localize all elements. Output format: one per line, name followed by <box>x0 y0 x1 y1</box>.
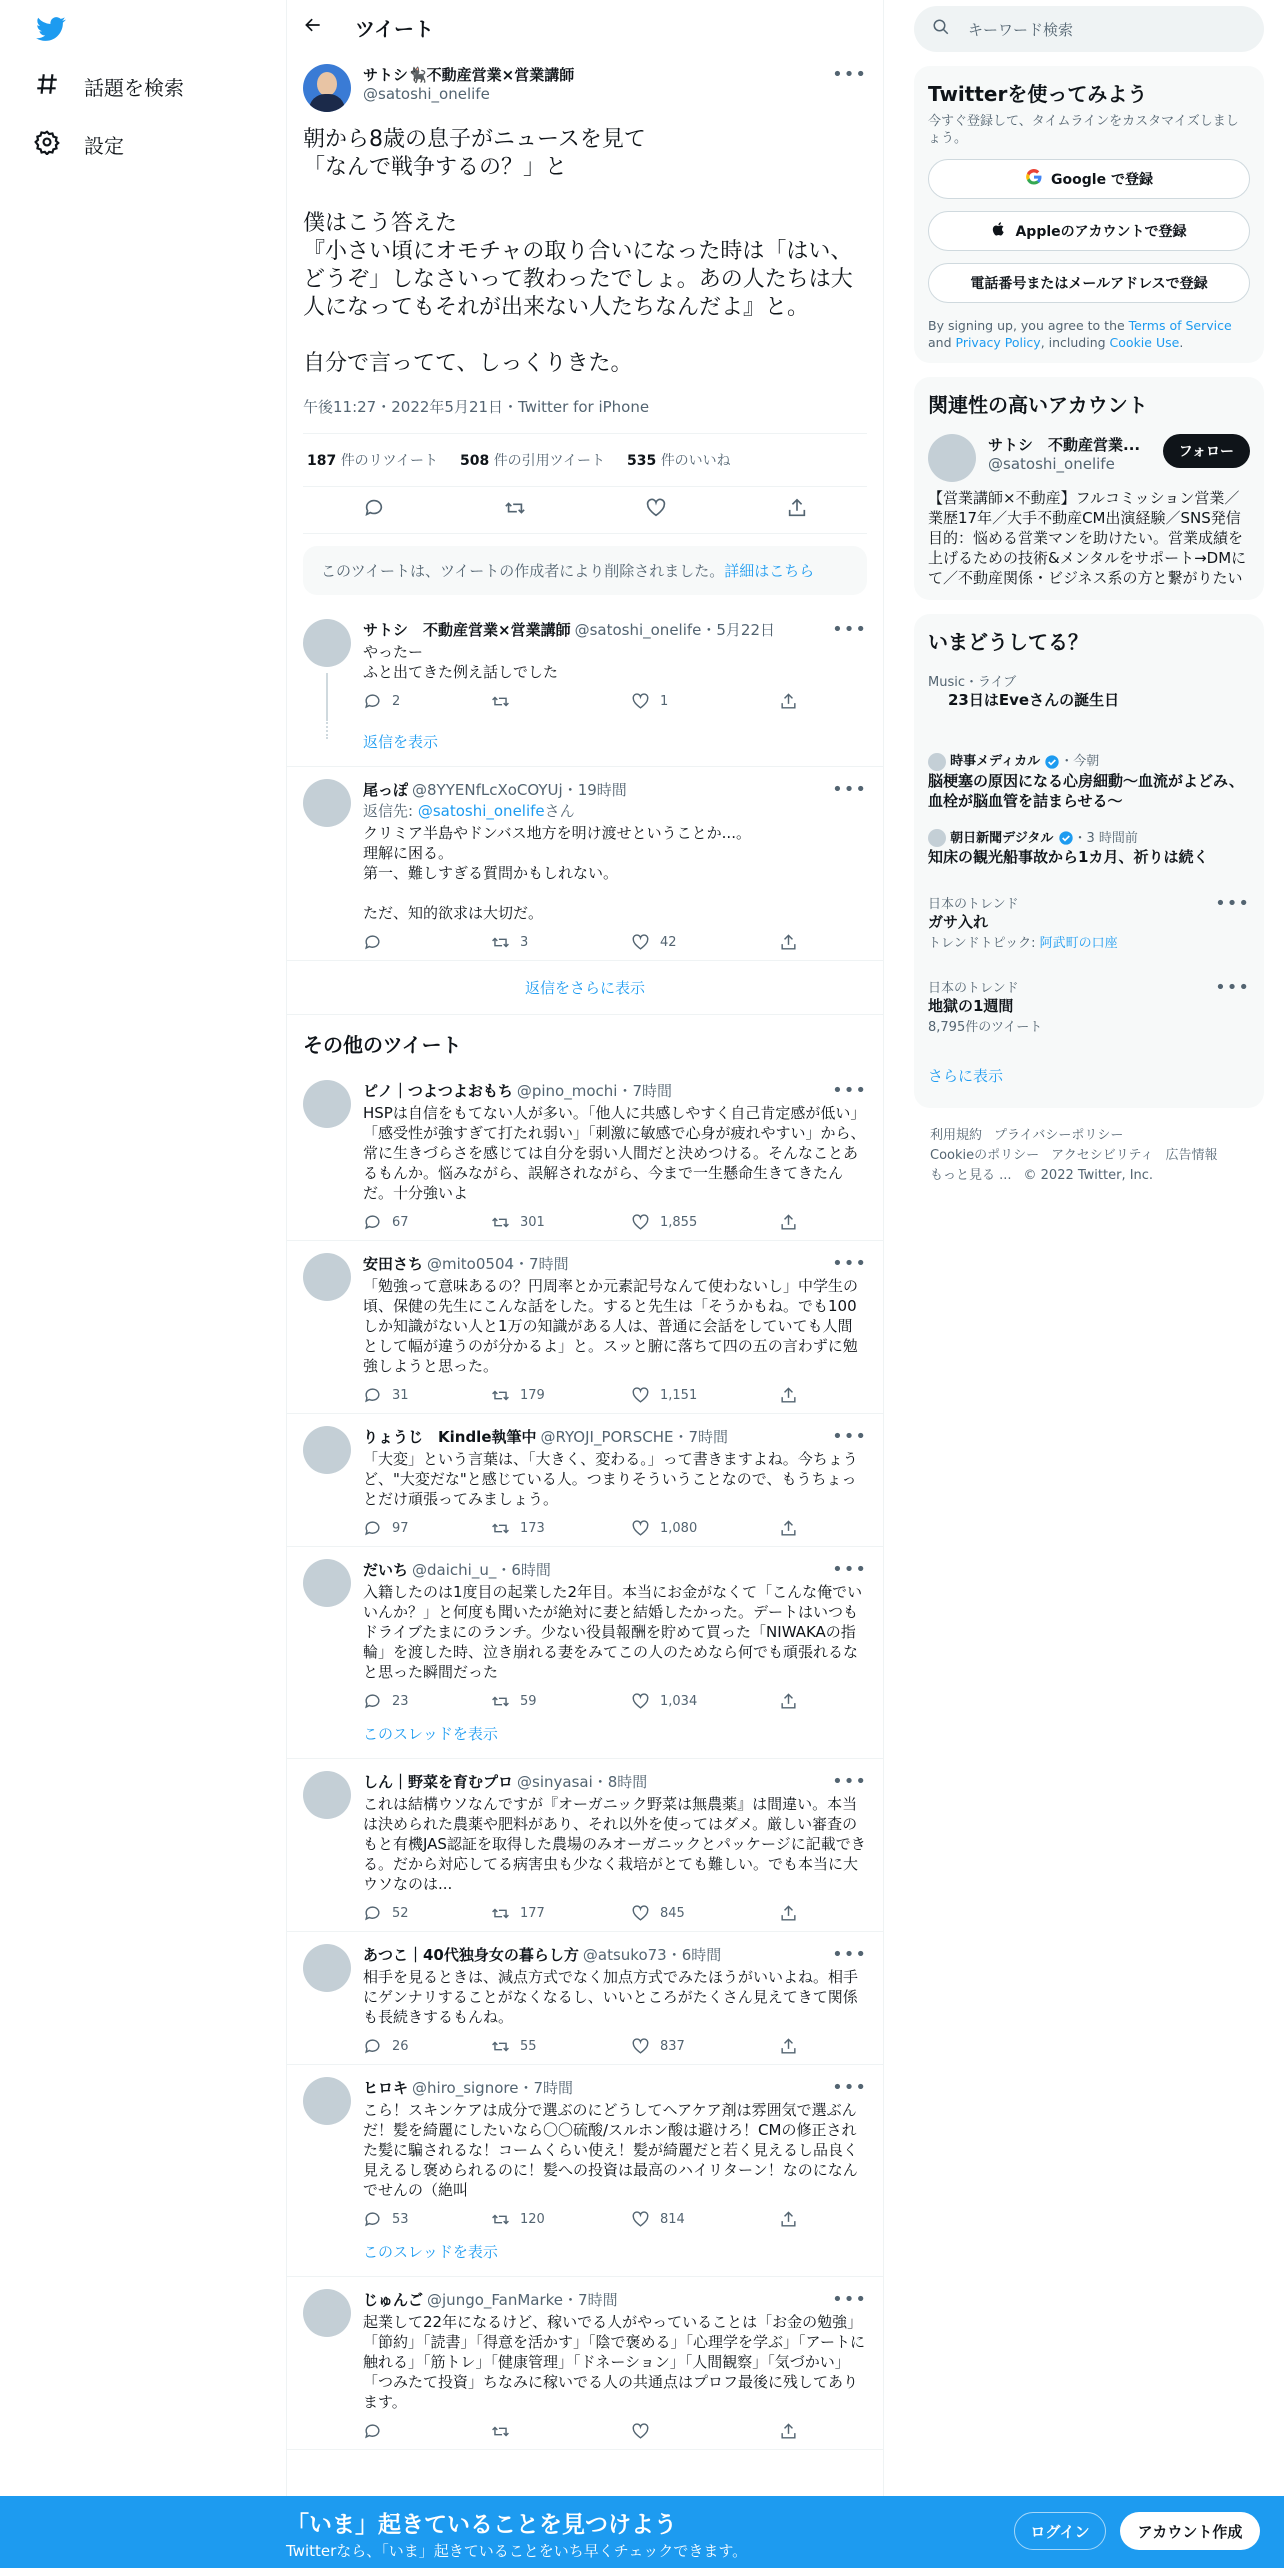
retweet-button[interactable]: 177 <box>491 1904 631 1923</box>
share-button[interactable] <box>779 933 798 952</box>
reply-button[interactable]: 67 <box>363 1213 491 1232</box>
avatar[interactable] <box>303 779 351 827</box>
footer-accessibility-link[interactable]: アクセシビリティ <box>1051 1148 1154 1163</box>
avatar[interactable] <box>303 1559 351 1607</box>
author-handle[interactable]: @daichi_u_・6時間 <box>412 1561 551 1579</box>
reply-tweet[interactable]: サトシ 不動産営業×営業講師 @satoshi_onelife・5月22日 ••• やったー ふと出てきた例え話しでした 2 1 <box>287 607 883 719</box>
retweet-button[interactable]: 3 <box>491 933 631 952</box>
nav-settings-label: 設定 <box>84 133 124 158</box>
share-button[interactable] <box>779 2422 798 2441</box>
retweet-button[interactable]: 301 <box>491 1213 631 1232</box>
retweet-icon <box>491 2422 510 2441</box>
like-icon <box>631 2037 650 2056</box>
gear-icon <box>34 129 60 160</box>
retweet-icon <box>491 2210 510 2229</box>
timeline-tweet[interactable] <box>287 1414 883 1547</box>
like-button[interactable]: 42 <box>631 933 779 952</box>
twitter-logo-icon[interactable] <box>34 14 68 44</box>
avatar[interactable] <box>303 1080 351 1128</box>
like-icon <box>631 2210 650 2229</box>
more-options-icon[interactable]: ••• <box>832 1426 867 1447</box>
author-name[interactable]: だいち <box>363 1561 409 1579</box>
footer-cookie-link[interactable]: Cookieのポリシー <box>930 1148 1040 1163</box>
like-button[interactable]: 845 <box>631 1904 779 1923</box>
reply-button[interactable] <box>363 933 491 952</box>
share-icon <box>779 1904 798 1923</box>
timeline-tweet[interactable] <box>287 2277 883 2450</box>
reply-icon[interactable] <box>363 497 385 523</box>
nav-explore[interactable] <box>34 66 184 106</box>
tweet-text: HSPは自信をもてない人が多い。「他人に共感しやすく自己肯定感が低い」「感受性が強すぎて打たれ弱い」「刺激に敏感で心身が疲れやすい」から、常に生きづらさを感じては自分を弱い人間だと決めつける。そんなことあるもんか。悩みながら、誤解されながら、今まで一生懸命生きてきたんだ。十分強いよ <box>363 1104 866 1202</box>
avatar[interactable] <box>303 1771 351 1819</box>
footer-links <box>914 1126 1264 1186</box>
left-nav <box>0 0 286 2568</box>
author-handle[interactable]: @hiro_signore・7時間 <box>412 2079 574 2097</box>
like-icon <box>631 692 650 711</box>
trends-card <box>914 614 1264 1108</box>
footer-terms-link[interactable]: 利用規約 <box>930 1128 983 1143</box>
reply-to-line: 返信先: @satoshi_onelifeさん <box>363 802 575 820</box>
retweet-button[interactable]: 55 <box>491 2037 631 2056</box>
reply-button[interactable]: 53 <box>363 2210 491 2229</box>
nav-settings[interactable] <box>34 124 124 164</box>
author-handle[interactable]: @sinyasai・8時間 <box>517 1773 648 1791</box>
like-button[interactable]: 1 <box>631 692 779 711</box>
like-button[interactable]: 1,855 <box>631 1213 779 1232</box>
hashtag-icon <box>34 71 60 102</box>
footer-more-link[interactable]: もっと見る ... <box>930 1168 1012 1183</box>
tweet-text: クリミア半島やドンバス地方を明け渡せということか...。 理解に困る。 第一、難しすぎる質問かもしれない。 ただ、知的欲求は大切だ。 <box>363 824 751 922</box>
timeline-tweet[interactable] <box>287 1241 883 1414</box>
retweet-button[interactable]: 179 <box>491 1386 631 1405</box>
signup-card: Twitterを使ってみよう 今すぐ登録して、タイムラインをカスタマイズしましょう。 Google で登録 Appleのアカウントで登録 電話番号またはメールアドレスで登録 By signing up, you agree to the Terms of Service and Privacy Policy, including Cookie Use. <box>914 66 1264 363</box>
like-icon <box>631 933 650 952</box>
more-options-icon[interactable]: ••• <box>832 2289 867 2310</box>
trend-item[interactable]: 時事メディカル ・今朝 脳梗塞の原因になる心房細動～血流がよどみ、血栓が脳血管を詰まらせる～ <box>928 754 1244 810</box>
tweet-text: 朝から8歳の息子がニュースを見て 「なんで戦争するの？」と 僕はこう答えた 『小さい頃にオモチャの取り合いになった時は「はい、どうぞ」しなさいって教わったでしょ。あの人たちは大人になってもそれが出来ない人たちなんだよ』と。 自分で言ってて、しっくりきた。 <box>303 127 853 376</box>
tweet-text: こら！スキンケアは成分で選ぶのにどうしてヘアケア剤は雰囲気で選ぶんだ！髪を綺麗にしたいなら〇〇硫酸/スルホン酸は避けろ！CMの修正された髪に騙されるな！コームくらい使え！髪が綺麗だと若く見えるし品良く見えるし褒められるのに！髪への投資は最高のハイリターン！なのになんでせんの（絶叫 <box>363 2101 859 2199</box>
like-icon <box>631 1519 650 1538</box>
reply-icon <box>363 692 382 711</box>
tweet-text: 「勉強って意味あるの？円周率とか元素記号なんて使わないし」中学生の頃、保健の先生にこんな話をした。すると先生は「そうかもね。でも100しか知識がない人と1万の知識がある人は、普通に会話をしていても人間として幅が違うのが分かるよ」と。スッと腑に落ちて四の五の言わずに勉強しようと思った。 <box>363 1277 859 1375</box>
like-icon <box>631 1904 650 1923</box>
share-button[interactable] <box>779 692 798 711</box>
retweet-icon <box>491 1519 510 1538</box>
timeline-tweet[interactable] <box>287 1068 883 1241</box>
retweet-icon <box>491 692 510 711</box>
reply-button[interactable]: 97 <box>363 1519 491 1538</box>
main-column <box>286 0 884 2568</box>
avatar[interactable] <box>928 434 976 482</box>
reply-icon <box>363 1519 382 1538</box>
nav-explore-label: 話題を検索 <box>84 75 184 100</box>
like-button[interactable] <box>631 2422 779 2441</box>
more-options-icon[interactable]: ••• <box>832 1253 867 1274</box>
author-name[interactable]: りょうじ Kindle執筆中 <box>363 1428 537 1446</box>
author-handle[interactable]: @mito0504・7時間 <box>427 1255 569 1273</box>
avatar[interactable] <box>303 1944 351 1992</box>
author-name[interactable]: ピノ｜つよつよおもち <box>363 1082 513 1100</box>
trend-item[interactable]: 日本のトレンド ガサ入れ トレンドトピック: 阿武町の口座 ••• <box>928 893 1250 951</box>
tweet-stats <box>303 434 867 487</box>
more-options-icon[interactable]: ••• <box>832 779 867 800</box>
avatar[interactable] <box>303 64 351 112</box>
avatar[interactable] <box>303 2077 351 2125</box>
retweet-icon[interactable] <box>504 497 526 523</box>
apple-signup-button[interactable]: Appleのアカウントで登録 <box>928 211 1250 251</box>
reply-button[interactable]: 26 <box>363 2037 491 2056</box>
tweet-actions <box>303 487 867 534</box>
more-replies-link[interactable]: 返信をさらに表示 <box>287 961 883 1015</box>
back-arrow-icon[interactable] <box>303 15 323 39</box>
google-signup-button[interactable]: Google で登録 <box>928 159 1250 199</box>
timeline-tweet[interactable] <box>287 2065 883 2237</box>
tweet-text: 相手を見るときは、減点方式でなく加点方式でみたほうがいいよね。相手にゲンナリすることがなくなるし、いいところがたくさん見えてきて関係も長続きするもんね。 <box>363 1968 859 2026</box>
timeline-tweet[interactable] <box>287 1932 883 2065</box>
reply-icon <box>363 1213 382 1232</box>
learn-more-link[interactable]: 詳細はこちら <box>724 562 815 580</box>
terms-link[interactable]: Terms of Service <box>1128 318 1232 333</box>
right-sidebar <box>914 0 1264 1186</box>
banner-subtext: Twitterなら、「いま」起きていることをいち早くチェックできます。 <box>286 2542 748 2560</box>
retweet-button[interactable]: 59 <box>491 1692 631 1711</box>
share-icon <box>779 692 798 711</box>
reply-button[interactable]: 31 <box>363 1386 491 1405</box>
more-options-icon[interactable]: ••• <box>1215 893 1250 914</box>
like-button[interactable]: 837 <box>631 2037 779 2056</box>
search-input[interactable]: キーワード検索 <box>968 20 1074 39</box>
author-name[interactable]: サトシ🐈‍⬛不動産営業×営業講師 <box>363 66 575 84</box>
show-more-trends-link[interactable]: さらに表示 <box>928 1067 1004 1085</box>
other-tweets-heading: その他のツイート <box>303 1033 462 1057</box>
like-icon <box>631 2422 650 2441</box>
terms-notice: By signing up, you agree to the Terms of Service and Privacy Policy, including Cookie Use. <box>928 318 1232 350</box>
tweet-text: 「大変」という言葉は、「大きく、変わる。」って書きますよね。今ちょうど、"大変だな"と感じている人。つまりそういうことなので、もうちょっとだけ頑張ってみましょう。 <box>363 1450 858 1508</box>
timeline-tweet[interactable] <box>287 1547 883 1719</box>
like-button[interactable]: 814 <box>631 2210 779 2229</box>
avatar[interactable] <box>303 1253 351 1301</box>
reply-icon <box>363 1904 382 1923</box>
reply-icon <box>363 2210 382 2229</box>
verified-icon <box>1058 830 1074 846</box>
tweet-text: 入籍したのは1度目の起業した2年目。本当にお金がなくて「こんな俺でいいんか？」と何度も聞いたが絶対に妻と結婚したかった。デートはいつもドライブたまにのランチ。少ない役員報酬を貯めて買った「NIWAKAの指輪」を渡した時、泣き崩れる妻をみてこの人のためなら何でも頑張れるなと思った瞬間だった <box>363 1583 863 1681</box>
timeline-tweet[interactable] <box>287 1759 883 1932</box>
like-icon <box>631 1692 650 1711</box>
show-thread-link[interactable]: このスレッドを表示 <box>287 1719 883 1759</box>
top-bar <box>287 0 883 54</box>
trends-title: いまどうしてる？ <box>928 630 1088 654</box>
more-options-icon[interactable]: ••• <box>832 2077 867 2098</box>
google-icon <box>1025 168 1043 190</box>
reply-icon <box>363 1386 382 1405</box>
author-handle[interactable]: @RYOJI_PORSCHE・7時間 <box>540 1428 729 1446</box>
reply-button[interactable]: 23 <box>363 1692 491 1711</box>
related-accounts-card <box>914 377 1264 600</box>
reply-tweet[interactable]: 尾っぽ @8YYENfLcXoCOYUj・19時間 ••• 返信先: @satoshi_onelifeさん クリミア半島やドンバス地方を明け渡せということか...。 理解に困る。 第一、難しすぎる質問かもしれない。 ただ、知的欲求は大切だ。 3 42 <box>287 767 883 961</box>
more-options-icon[interactable]: ••• <box>832 619 867 640</box>
deleted-notice: このツイートは、ツイートの作成者により削除されました。詳細はこちら <box>303 546 867 595</box>
related-account[interactable]: サトシ 不動産営業... @satoshi_onelife フォロー <box>928 434 1250 482</box>
reply-to-handle[interactable]: @satoshi_onelife <box>417 802 545 820</box>
reply-icon <box>363 2422 382 2441</box>
like-icon[interactable] <box>645 497 667 523</box>
more-options-icon[interactable]: ••• <box>1215 977 1250 998</box>
trend-item[interactable]: Music・ライブ 23日はEveさんの誕生日 <box>928 675 1120 709</box>
author-name[interactable]: ヒロキ <box>363 2079 409 2097</box>
copyright: © 2022 Twitter, Inc. <box>1023 1168 1154 1183</box>
tweet-text: 起業して22年になるけど、稼いでる人がやっていることは「お金の勉強」「節約」「読書」「得意を活かす」「陰で褒める」「心理学を学ぶ」「アートに触れる」「筋トレ」「健康管理」「ドネーション」「人間観察」「気づかい」「つみたて投資」ちなみに稼いでる人の共通点はプロフ最後に残してあります。 <box>363 2313 866 2411</box>
reply-icon <box>363 1692 382 1711</box>
retweet-button[interactable]: 173 <box>491 1519 631 1538</box>
footer-privacy-link[interactable]: プライバシーポリシー <box>994 1128 1124 1143</box>
share-button[interactable] <box>779 1904 798 1923</box>
share-button[interactable] <box>779 1386 798 1405</box>
privacy-link[interactable]: Privacy Policy <box>955 335 1041 350</box>
author-handle[interactable]: @jungo_FanMarke・7時間 <box>427 2291 618 2309</box>
more-options-icon[interactable]: ••• <box>832 1080 867 1101</box>
more-options-icon[interactable]: ••• <box>832 64 867 85</box>
share-button[interactable] <box>779 2210 798 2229</box>
like-button[interactable]: 1,080 <box>631 1519 779 1538</box>
like-icon <box>631 1386 650 1405</box>
footer-ads-link[interactable]: 広告情報 <box>1165 1148 1218 1163</box>
like-button[interactable]: 1,151 <box>631 1386 779 1405</box>
signup-title: Twitterを使ってみよう <box>928 82 1148 106</box>
apple-icon <box>991 221 1007 241</box>
share-icon <box>779 1213 798 1232</box>
retweet-icon <box>491 1692 510 1711</box>
tweet-text: やったー ふと出てきた例え話しでした <box>363 643 559 681</box>
share-icon <box>779 1519 798 1538</box>
author-handle[interactable]: @atsuko73・6時間 <box>582 1946 722 1964</box>
author-handle[interactable]: @pino_mochi・7時間 <box>516 1082 672 1100</box>
retweet-button[interactable] <box>491 2422 631 2441</box>
tweet-text: これは結構ウソなんですが『オーガニック野菜は無農薬』は間違い。本当は決められた農薬や肥料があり、それ以外を使ってはダメ。厳しい審査のもと有機JAS認証を取得した農場のみオーガニックとパッケージに記載できる。だから対応してる病害虫も少なく栽培がとても難しい。でも本当に大ウソなのは... <box>363 1795 866 1893</box>
cookie-link[interactable]: Cookie Use <box>1109 335 1180 350</box>
like-icon <box>631 1213 650 1232</box>
other-tweets-list <box>287 1068 883 2450</box>
retweets-stat[interactable]: 187 件のリツイート <box>307 453 438 469</box>
share-icon <box>779 1692 798 1711</box>
share-icon <box>779 2037 798 2056</box>
share-button[interactable] <box>779 1519 798 1538</box>
share-button[interactable] <box>779 1692 798 1711</box>
quotes-stat[interactable]: 508 件の引用ツイート <box>460 453 605 469</box>
author-name[interactable]: 安田さち <box>363 1255 424 1273</box>
reply-icon <box>363 933 382 952</box>
phone-email-signup-button[interactable]: 電話番号またはメールアドレスで登録 <box>928 263 1250 303</box>
tweet-timestamp[interactable]: 午後11:27・2022年5月21日・Twitter for iPhone <box>303 396 867 434</box>
avatar[interactable] <box>303 1426 351 1474</box>
reply-button[interactable] <box>363 2422 491 2441</box>
avatar[interactable] <box>303 619 351 667</box>
banner-headline: 「いま」起きていることを見つけよう <box>286 2512 677 2538</box>
share-button[interactable] <box>779 1213 798 1232</box>
author-name[interactable]: あつこ｜40代独身女の暮らし方 <box>363 1946 579 1964</box>
trend-item[interactable]: 日本のトレンド 地獄の1週間 8,795件のツイート ••• <box>928 977 1250 1035</box>
more-options-icon[interactable]: ••• <box>832 1771 867 1792</box>
follow-button[interactable]: フォロー <box>1163 434 1250 468</box>
main-tweet <box>287 54 883 534</box>
retweet-button[interactable] <box>491 692 631 711</box>
reply-icon <box>363 2037 382 2056</box>
related-title: 関連性の高いアカウント <box>928 393 1148 417</box>
reply-button[interactable]: 2 <box>363 692 491 711</box>
retweet-button[interactable]: 120 <box>491 2210 631 2229</box>
share-icon <box>779 2422 798 2441</box>
author-name[interactable]: しん｜野菜を育むプロ <box>363 1773 514 1791</box>
share-icon[interactable] <box>786 497 808 523</box>
account-bio: 【営業講師×不動産】フルコミッション営業／業歴17年／大手不動産CM出演経験／SNS発信目的：悩める営業マンを助けたい。営業成績を上げるための技術&メンタルをサポート→DMにて／不動産関係・ビジネス系の方と繋がりたい <box>928 489 1247 587</box>
reply-button[interactable]: 52 <box>363 1904 491 1923</box>
show-thread-link[interactable]: このスレッドを表示 <box>287 2237 883 2277</box>
author-handle[interactable]: @satoshi_onelife <box>363 85 490 103</box>
likes-stat[interactable]: 535 件のいいね <box>627 453 731 469</box>
avatar[interactable] <box>303 2289 351 2337</box>
like-button[interactable]: 1,034 <box>631 1692 779 1711</box>
retweet-icon <box>491 933 510 952</box>
more-options-icon[interactable]: ••• <box>832 1559 867 1580</box>
page-title: ツイート <box>355 16 434 41</box>
retweet-icon <box>491 2037 510 2056</box>
trend-item[interactable]: 朝日新聞デジタル ・3 時間前 知床の観光船事故から1カ月、祈りは続く <box>928 830 1209 866</box>
signup-button[interactable]: アカウント作成 <box>1120 2512 1260 2550</box>
retweet-icon <box>491 1386 510 1405</box>
share-icon <box>779 2210 798 2229</box>
share-icon <box>779 933 798 952</box>
share-button[interactable] <box>779 2037 798 2056</box>
search-bar[interactable] <box>914 6 1264 52</box>
login-button[interactable]: ログイン <box>1014 2512 1106 2550</box>
signup-banner <box>0 2496 1284 2568</box>
avatar <box>928 753 946 771</box>
share-icon <box>779 1386 798 1405</box>
retweet-icon <box>491 1213 510 1232</box>
show-replies-link[interactable]: 返信を表示 <box>287 719 883 767</box>
author-name[interactable]: じゅんご <box>363 2291 424 2309</box>
retweet-icon <box>491 1904 510 1923</box>
verified-icon <box>1044 754 1060 770</box>
search-icon <box>932 18 950 40</box>
more-options-icon[interactable]: ••• <box>832 1944 867 1965</box>
avatar <box>928 829 946 847</box>
